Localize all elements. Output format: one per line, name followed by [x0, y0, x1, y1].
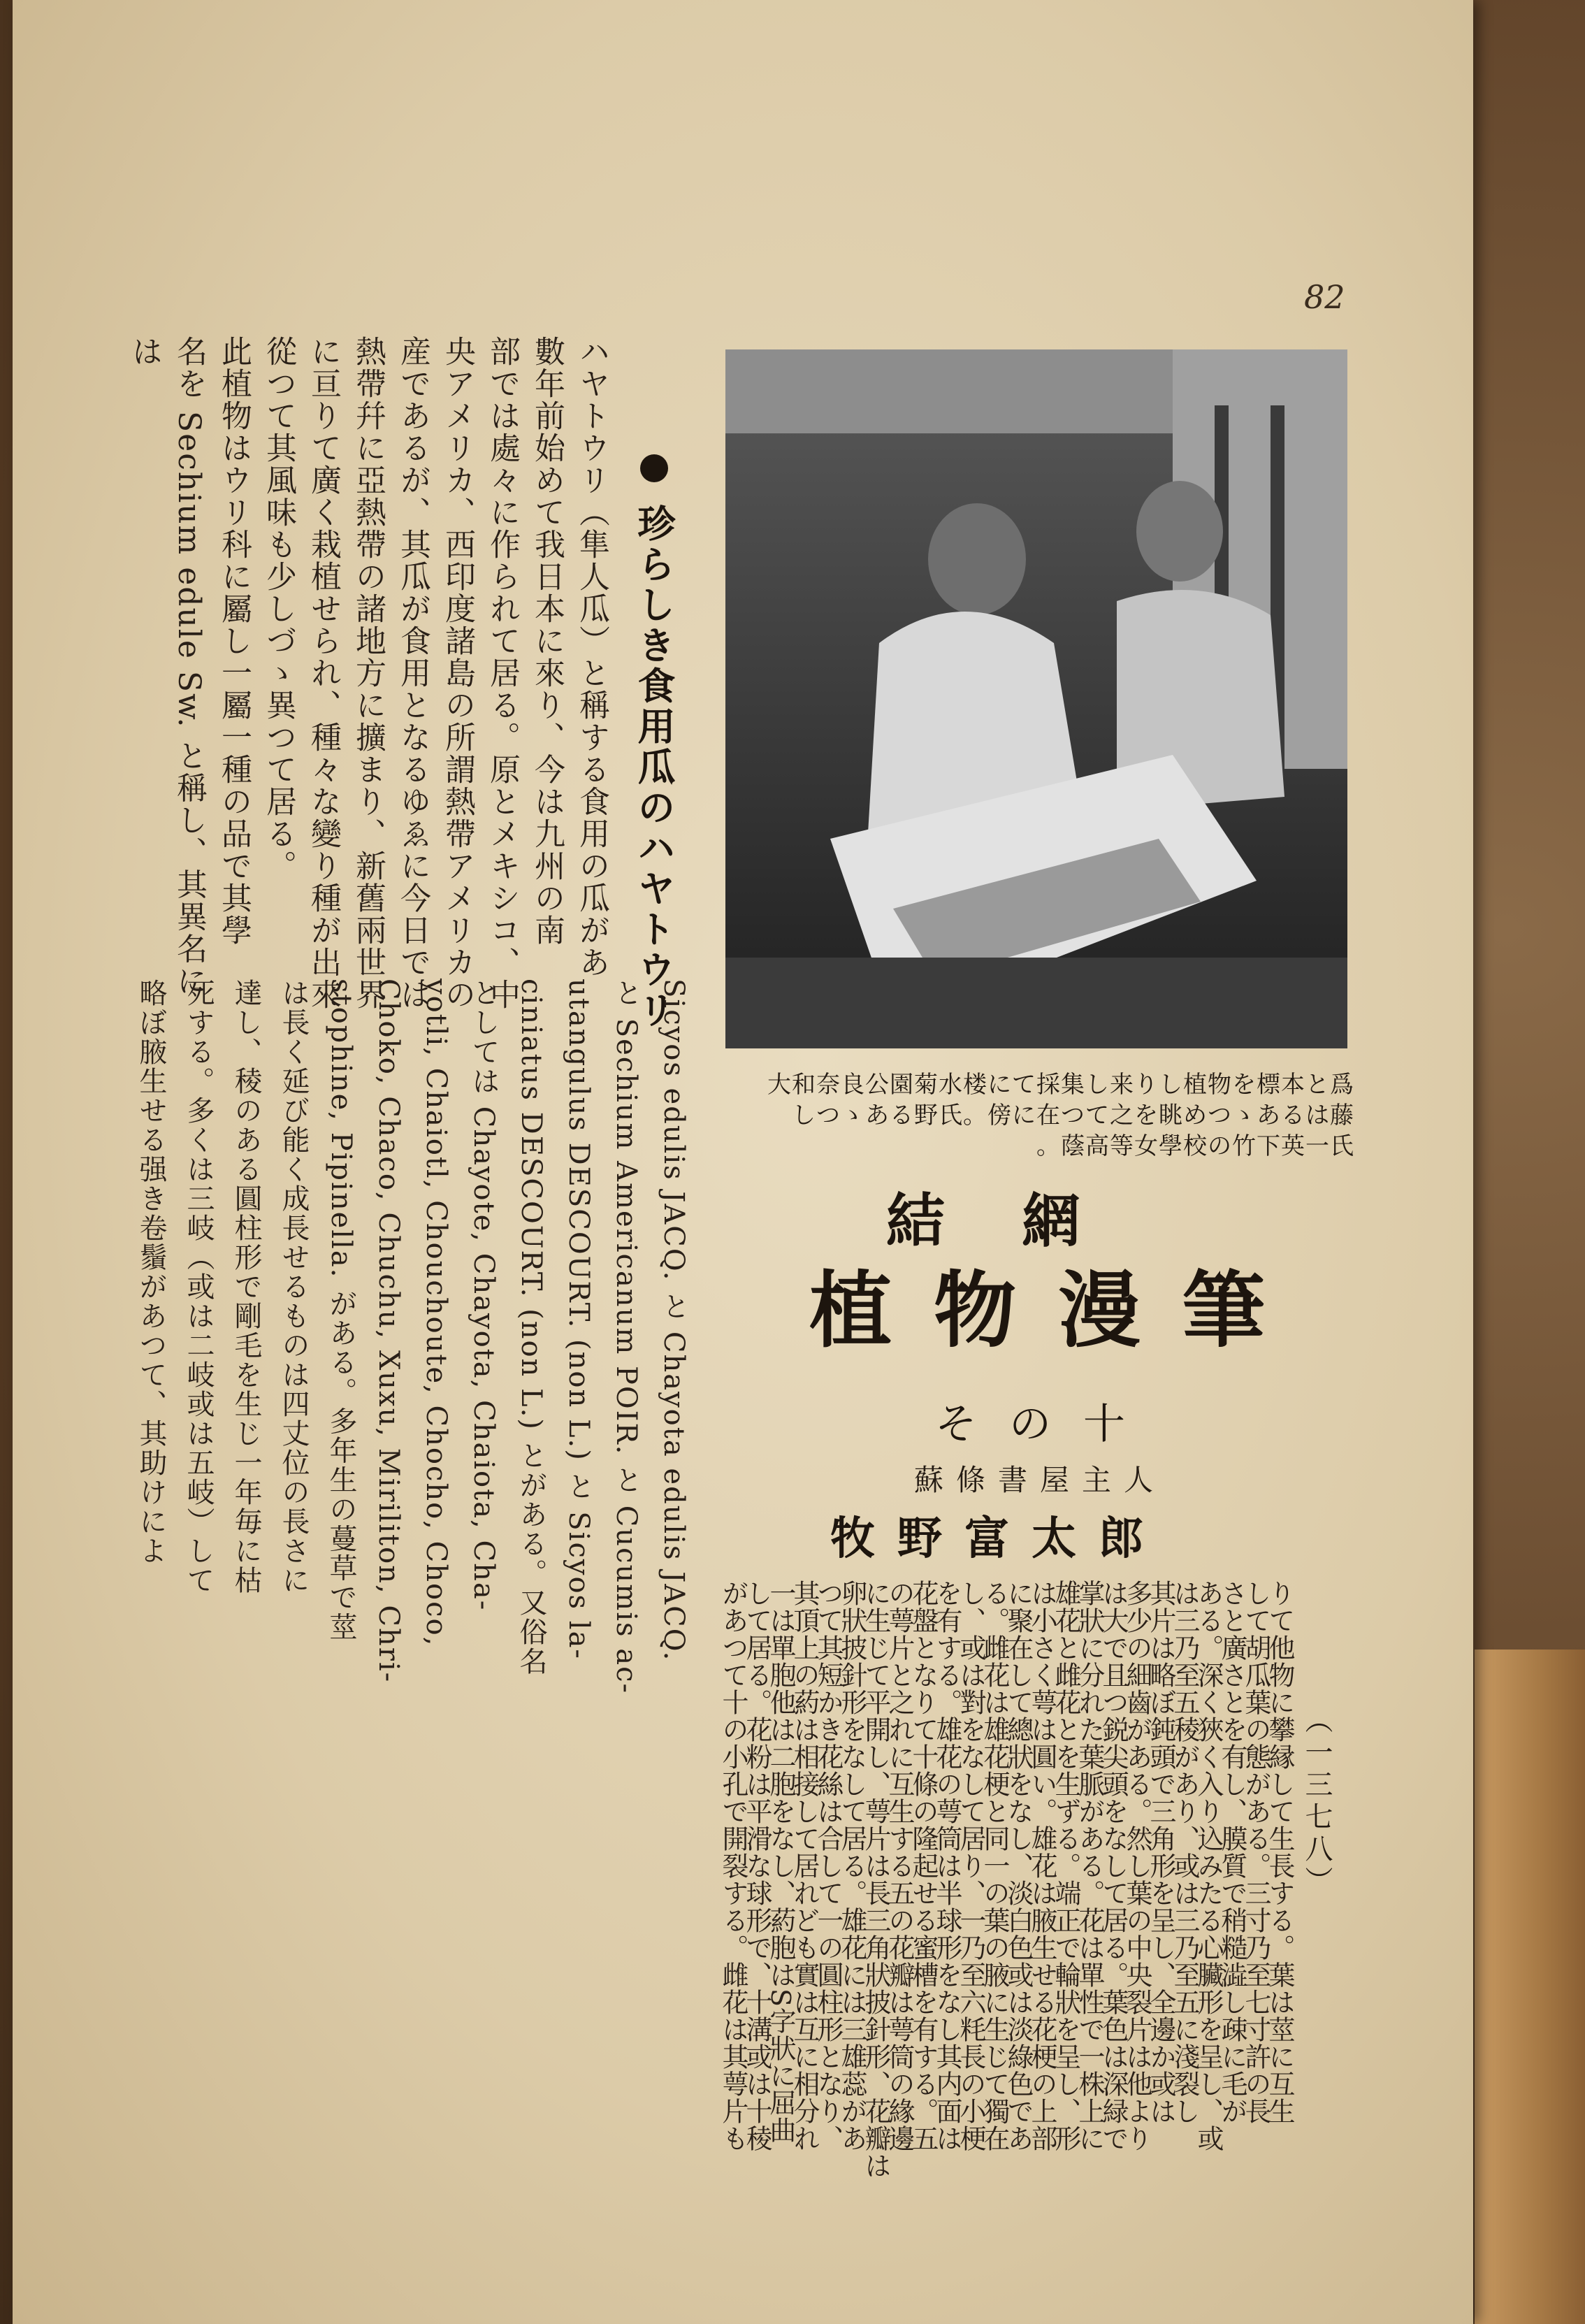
text-line: 一は單胞他は二胞をなし、葯胞はS字狀に屈曲 [765, 1580, 796, 2144]
text-line: は長く延び能く成長せるものは四丈位の長さに [277, 979, 310, 1595]
caption-line: しつゝある野氏。傍に在つて之を眺めつゝあるは藤 [792, 1102, 1354, 1129]
text-line: ハヤトウリ（隼人瓜）と稱する食用の瓜があ [574, 335, 609, 979]
photograph [725, 349, 1347, 1048]
text-line: 花盤となりて十條の隆起せる蜜槽を有する。五 [908, 1580, 939, 2152]
text-line: 部では處々に作られて居る。原とメキシコ、中 [484, 335, 520, 1011]
article-heading-text: 珍らしき食用瓜のハヤトウリ [632, 503, 676, 1031]
series-title-pen-name: 結網 [886, 1186, 1158, 1255]
text-line: と Sechium Americanum POIR. と Cucumis ac- [610, 979, 642, 1695]
book-page [13, 0, 1473, 2324]
text-line: 雄花と雌花とを生ずる。端正で輪狀を呈し、形 [1050, 1580, 1081, 2152]
text-line: yotli, Chaiotl, Chouchoute, Chocho, Choco, [420, 979, 452, 1647]
page-number-side: （一三七八） [1301, 1705, 1333, 1898]
text-line: に亘りて廣く栽植せられ、種々な變り種が出來 [305, 335, 341, 1011]
text-block-lower-left [117, 979, 697, 2069]
series-title: 植物漫筆 [809, 1262, 1308, 1359]
text-line: 數年前始めて我日本に來り、今は九州の南 [529, 335, 565, 946]
text-line: 其片は略ぼ鈍頭で三角形を呈し、全邊か或は [1145, 1580, 1176, 2125]
text-line: Sicyos edulis JACQ. と Chayota edulis JACQ. [658, 979, 690, 1662]
text-line: りて他物に攀縁して生長する。葉は莖に互生 [1264, 1580, 1295, 2125]
text-line: Choko, Chaco, Chuchu, Xuxu, Miriliton, Chri- [372, 979, 405, 1684]
text-line: に生じて平開し、萼片は長三角狀披針形、花瓣は [860, 1580, 891, 2179]
page-number: 82 [1304, 278, 1345, 316]
text-line: は小さく萼は圓い。雄花は腋生せる花梗の上部 [1027, 1580, 1057, 2152]
text-line: 從つて其風味も少しづゝ異つて居る。 [261, 335, 296, 882]
text-line: 央アメリカ、西印度諸島の所謂熱帶アメリカの [440, 335, 475, 1011]
article-heading [628, 454, 681, 1031]
text-line: を有する。雄花の萼筒は半球形をなし其内面は [932, 1580, 962, 2152]
caption-line: 蔭高等女學校の竹下英一氏。 [1036, 1132, 1354, 1160]
author-name: 牧野富太郎 [830, 1513, 1166, 1565]
text-line: る。雌花は雄花梗と同一の葉の腋に生じて獨在 [979, 1580, 1010, 2152]
text-line: して居る。花粉は平滑な球形で、十溝或は十稜 [741, 1580, 772, 2152]
text-line: に聚在して總狀をなし、淡白色或は淡綠色であ [1003, 1580, 1034, 2152]
text-line: があつて十の小孔で開裂する。雌花は其萼片も [718, 1580, 748, 2152]
text-line: 略ぼ腋生せる强き卷鬚があつて、其助けによ [135, 979, 167, 1566]
text-line: ある。深く狹く入り込みたる心臟形を呈し、或 [1193, 1580, 1224, 2152]
text-line: ciniatus DESCOURT. (non L.) とがある。又俗名 [515, 979, 547, 1676]
text-line: の萼片と之れに互生する五の花瓣は萼筒の緣邊 [884, 1580, 915, 2152]
text-line: 死する。多くは三岐（或は二岐或は五岐）して [182, 979, 215, 1595]
text-line: 産であるが、其瓜が食用となるゆゑに今日では [395, 335, 430, 1011]
text-line: さと廣さとを有し、膜質で稍糙澁し疎に毛が [1217, 1580, 1247, 2125]
caption-line: 大和奈良公園菊水楼にて採集し来りし植物を標本と爲 [767, 1071, 1354, 1099]
installment-number: その十 [935, 1400, 1157, 1449]
wooden-shelf [1475, 1650, 1585, 2324]
photo-image [725, 349, 1347, 1048]
text-line: 卵狀披針形をなして居る。雄花には三雄蕊があ [837, 1580, 867, 2152]
text-line: 掌狀に分れた葉脈がある。花は單性で一株上に [1074, 1580, 1105, 2152]
text-line: して胡瓜葉の態がある。三寸乃至七寸許の長 [1240, 1580, 1271, 2125]
text-line: は三乃至五稜があり、或は三乃至五に淺裂し [1169, 1580, 1200, 2125]
bullet-icon [640, 454, 668, 482]
photo-caption [753, 1069, 1354, 1162]
text-line: し、或は對をなして居り、一乃至六粍長の小梗 [955, 1580, 986, 2152]
text-block-upper-left [75, 335, 614, 1020]
text-line: stophine, Pipinella. がある。多年生の蔓草で莖 [325, 979, 357, 1642]
text-line: utangulus DESCOURT. (non L.) と Sicyos la- [563, 979, 595, 1660]
text-line: つて其短かき花絲は合して一の圓柱形となり、 [813, 1580, 844, 2152]
text-line: 名を Sechium edule Sw. と稱し、其異名には [126, 335, 207, 997]
text-line: 多少の細齒がある。然し葉の中央裂片は他より [1122, 1580, 1152, 2152]
text-line: 熱帶幷に亞熱帶の諸地方に擴まり、新舊兩世界 [350, 335, 386, 1011]
text-line: 達し、稜のある圓柱形で剛毛を生じ一年毎に枯 [230, 979, 262, 1595]
text-line: は大で且つ鋭尖頭をなして居る。葉色は深緑で [1098, 1580, 1129, 2152]
text-block-lower-right [711, 1580, 1295, 2230]
text-line: 其頂上の葯は相接して居れども實は互に相分れ [789, 1580, 820, 2152]
author-role: 蘇條書屋主人 [914, 1463, 1166, 1497]
text-line: 此植物はウリ科に屬し一屬一種の品で其學 [216, 335, 252, 946]
text-line: としては Chayote, Chayota, Chaiota, Cha- [468, 979, 500, 1612]
